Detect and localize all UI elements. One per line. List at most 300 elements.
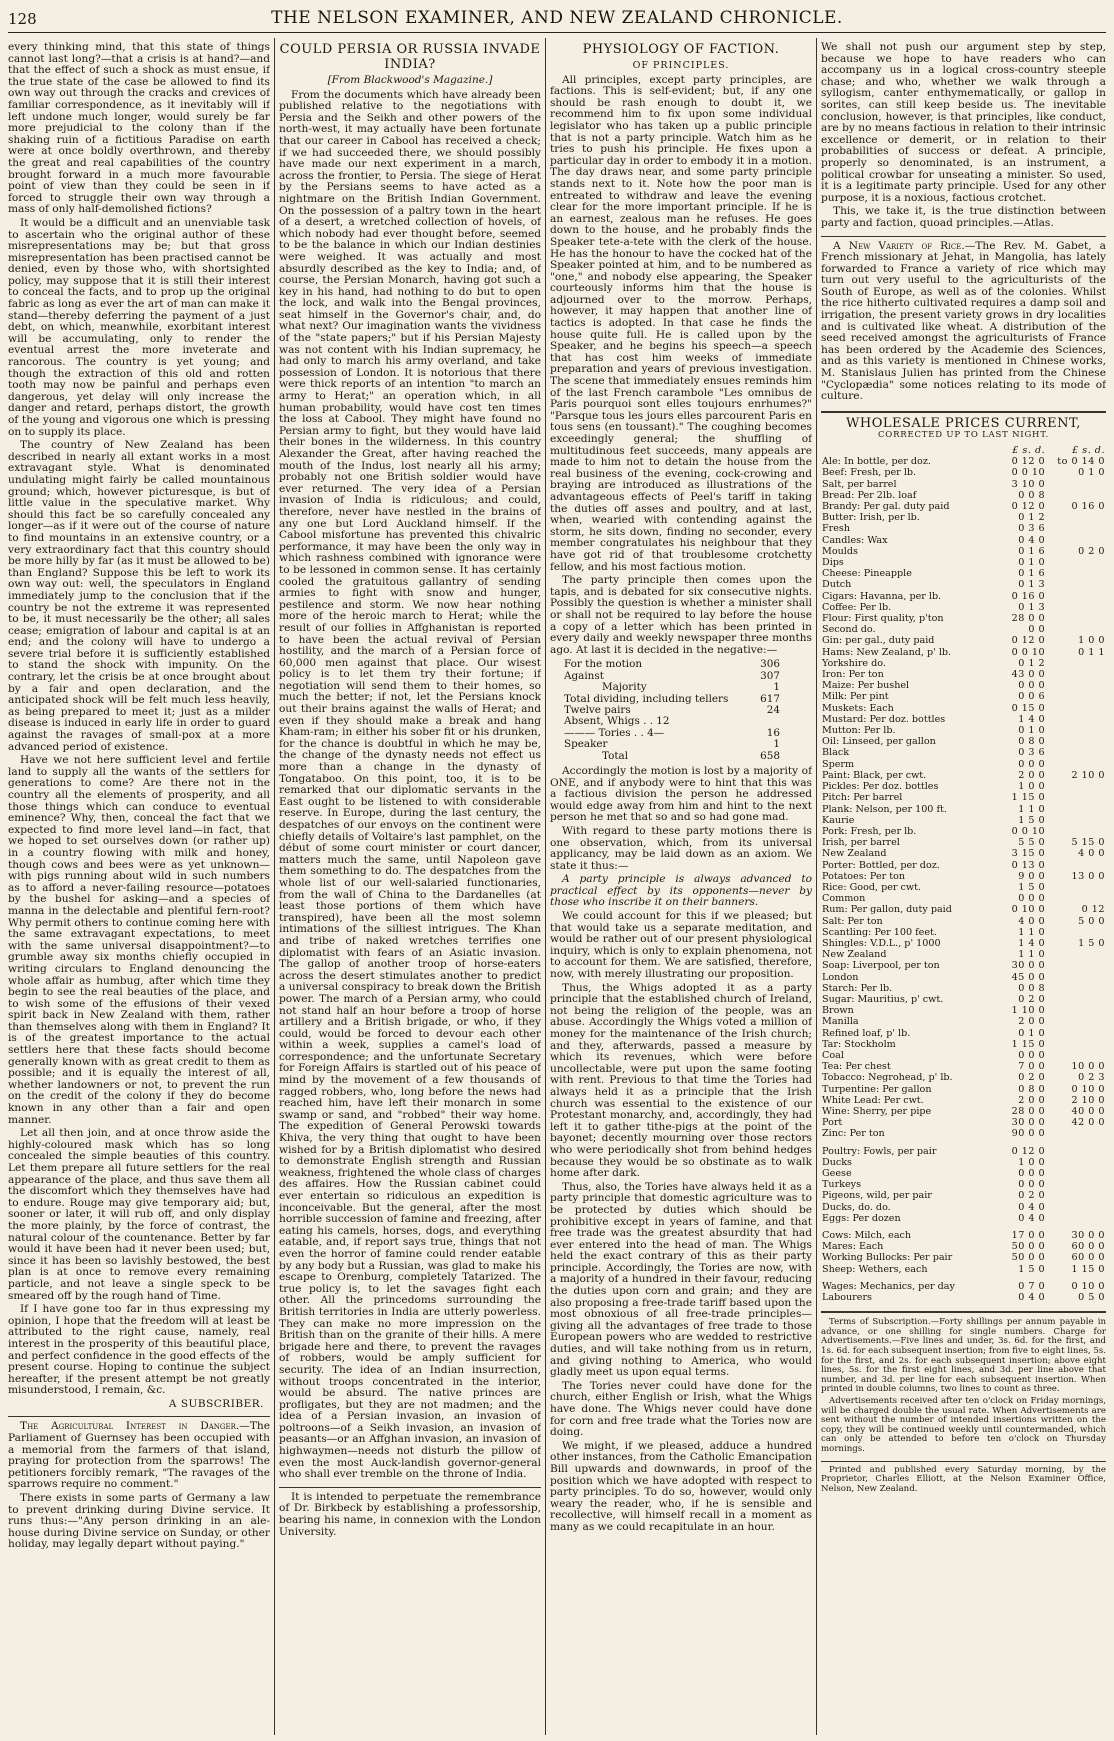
price-row bbox=[821, 1146, 1106, 1157]
price-item: Ale: In bottle, per doz. bbox=[822, 456, 931, 468]
price-item: Sheep: Wethers, each bbox=[822, 1263, 928, 1275]
price-item: Dips bbox=[822, 557, 844, 569]
table-cell: Majority bbox=[602, 681, 647, 694]
price-value: 28 0 0 bbox=[1011, 1105, 1046, 1117]
article-headline: A New Variety of Rice. bbox=[833, 239, 965, 252]
price-item: Butter: Irish, per lb. bbox=[822, 512, 920, 524]
price-row bbox=[821, 546, 1106, 557]
table-row bbox=[562, 671, 782, 682]
price-item: Mares: Each bbox=[822, 1241, 884, 1253]
price-value bbox=[1046, 479, 1106, 490]
price-row bbox=[821, 972, 1106, 983]
price-value bbox=[1046, 826, 1106, 837]
article-subtitle: OF PRINCIPLES. bbox=[632, 60, 730, 71]
price-value: 0 0 0 bbox=[1018, 1179, 1046, 1191]
price-row bbox=[821, 658, 1106, 669]
prices-subtitle: CORRECTED UP TO LAST NIGHT. bbox=[878, 430, 1049, 441]
price-value: 1 1 0 bbox=[1018, 949, 1046, 961]
price-item: Irish, per barrel bbox=[822, 837, 900, 849]
price-value: 40 0 0 bbox=[1071, 1105, 1105, 1117]
price-value bbox=[1046, 792, 1106, 803]
price-row bbox=[821, 1095, 1106, 1106]
price-value: 0 16 0 bbox=[1071, 501, 1105, 513]
table-cell: Total dividing, including tellers bbox=[564, 692, 729, 705]
price-value: 3 10 0 bbox=[1011, 478, 1046, 490]
price-value: 0 1 0 bbox=[1018, 1027, 1046, 1039]
price-item: Porter: Bottled, per doz. bbox=[822, 859, 940, 871]
table-cell: 306 bbox=[760, 658, 780, 671]
price-value bbox=[1046, 736, 1106, 747]
price-value: 1 0 0 bbox=[1018, 1156, 1046, 1168]
price-value: 0 0 0 bbox=[1018, 1049, 1046, 1061]
price-item: Yorkshire do. bbox=[822, 657, 886, 669]
price-value: 0 0 8 bbox=[1018, 982, 1046, 994]
price-value: 10 0 0 bbox=[1071, 1061, 1105, 1073]
price-value: 0 1 3 bbox=[1018, 579, 1046, 591]
terms-text: Terms of Subscription.—Forty shillings per annum payable in advance, or one shilling for single numbers. Charge for Advertisements.—Five lines and under, 3s. 6d. for the first, and 1s. 6d. for each subsequent insertion; from five to eight lines, 5s. for the first, and 2s. for each subsequent insertion; above eight lines, 5s. for the first eight lines, and 3d. per line above that number, and 3d. per line for each subsequent insertion. When printed in double columns, two lines to count as three. bbox=[821, 1317, 1106, 1395]
price-value: 30 0 0 bbox=[1071, 1230, 1105, 1242]
column-1 bbox=[8, 42, 270, 1735]
price-value: 0 1 0 bbox=[1078, 467, 1105, 479]
article-title: COULD PERSIA OR RUSSIA INVADE INDIA? bbox=[279, 42, 541, 72]
price-item: Cows: Milch, each bbox=[822, 1230, 912, 1242]
price-value: 13 0 0 bbox=[1071, 870, 1105, 882]
divider bbox=[821, 1461, 1106, 1462]
price-value: 45 0 0 bbox=[1011, 971, 1046, 983]
imprint-text: Printed and published every Saturday morning, by the Proprietor, Charles Elliott, at the Nelson Examiner Office, Nelson, New Zealand. bbox=[821, 1464, 1106, 1494]
price-value: 50 0 0 bbox=[1011, 1241, 1046, 1253]
price-value: 0 12 bbox=[1081, 904, 1105, 916]
price-value: 0 1 1 bbox=[1078, 646, 1105, 658]
price-row bbox=[821, 1292, 1106, 1303]
divider bbox=[821, 236, 1106, 237]
price-item: Rum: Per gallon, duty paid bbox=[822, 904, 952, 916]
price-item: Sugar: Mauritius, p' cwt. bbox=[822, 993, 944, 1005]
table-cell: 307 bbox=[760, 669, 780, 682]
price-value: 1 15 0 bbox=[1011, 1038, 1046, 1050]
price-row bbox=[821, 635, 1106, 646]
article-body: —The Parliament of Guernsey has been occupied with a memorial from the farmers of that island, praying for protection from the sparrows! The petitioners forcibly remark, "The ravages of the sparrows require no comment." bbox=[8, 1420, 270, 1491]
price-item: Wages: Mechanics, per day bbox=[822, 1280, 955, 1292]
price-value bbox=[1046, 960, 1106, 971]
price-value: 0 12 0 bbox=[1011, 635, 1046, 647]
price-row bbox=[821, 848, 1106, 859]
price-value bbox=[1046, 568, 1106, 579]
price-value: 17 0 0 bbox=[1011, 1230, 1046, 1242]
rice-article bbox=[821, 241, 1106, 403]
prices-title: WHOLESALE PRICES CURRENT, bbox=[846, 415, 1081, 431]
table-cell: 1 bbox=[773, 681, 780, 694]
price-row bbox=[821, 882, 1106, 893]
price-item: Candles: Wax bbox=[822, 534, 888, 546]
price-value: 1 4 0 bbox=[1018, 937, 1046, 949]
price-item: Sperm bbox=[822, 758, 855, 770]
column-rule bbox=[816, 38, 817, 1735]
table-row bbox=[562, 716, 782, 727]
price-item: Mutton: Per lb. bbox=[822, 725, 896, 737]
prices-current bbox=[821, 415, 1106, 1304]
table-cell: 16 bbox=[766, 726, 780, 739]
price-value: 1 1 0 bbox=[1018, 803, 1046, 815]
price-item: Iron: Per ton bbox=[822, 669, 884, 681]
price-value: 0 1 0 bbox=[1018, 557, 1046, 569]
price-value: 0 0 8 bbox=[1018, 489, 1046, 501]
price-value bbox=[1046, 815, 1106, 826]
price-row bbox=[821, 568, 1106, 579]
article-title: PHYSIOLOGY OF FACTION. bbox=[582, 42, 780, 57]
table-cell: 617 bbox=[760, 692, 780, 705]
price-value: 0 0 6 bbox=[1018, 691, 1046, 703]
price-row bbox=[821, 960, 1106, 971]
price-value bbox=[1046, 1028, 1106, 1039]
article-source: [From Blackwood's Magazine.] bbox=[327, 74, 493, 86]
price-item: Flour: First quality, p'ton bbox=[822, 613, 944, 625]
table-cell: ——— Tories . . 4— bbox=[564, 726, 665, 739]
price-value: 5 15 0 bbox=[1071, 837, 1105, 849]
paragraph: The Tories never could have done for the church, either English or Irish, what the Whigs have done. The Whigs never could have done for corn and free trade what the Tories now are doing. bbox=[550, 1379, 812, 1439]
price-value: 2 0 0 bbox=[1018, 1094, 1046, 1106]
price-row bbox=[821, 669, 1106, 680]
price-value bbox=[1046, 1039, 1106, 1050]
price-item: Ducks, do. do. bbox=[822, 1201, 891, 1213]
price-item: Second do. bbox=[822, 624, 876, 636]
price-value: 4 0 0 bbox=[1018, 915, 1046, 927]
price-item: Salt: Per ton bbox=[822, 915, 883, 927]
price-value bbox=[1046, 490, 1106, 501]
column-2 bbox=[279, 42, 541, 1735]
price-row bbox=[821, 624, 1106, 635]
price-value: 60 0 0 bbox=[1071, 1241, 1105, 1253]
paragraph: The country of New Zealand has been described in nearly all extant works in a most extravagant style. What is denominated undulating might fairly be called mountainous ground; which, however picturesque, is but of little value in the speculative market. Why should this fact be so carefully concealed any longer—as if it were out of the course of nature to find mountains in an extensive country, or a very extraordinary fact that this country should be more hilly by far (as it must be allowed to be) than England? Suppose this be left to work its own way out: well, the speculators in England immediately jump to the conclusion that if the country be not the extreme it was represented to be, it must necessarily be the other; all sales cease; emigration of labour and capital is at an end; and the colony will have to undergo a severe trial before it is sufficiently established to stand the shock with impunity. On the contrary, let the crisis be at once brought about by a fair and open declaration, and the anticipated shock will be felt much less heavily, as being prepared to meet it; just as a milder disease is induced in early life in order to guard against the ravages of small-pox at a more advanced period of existence. bbox=[8, 439, 270, 753]
price-item: Manilla bbox=[822, 1016, 859, 1028]
price-value bbox=[1046, 781, 1106, 792]
price-item: Tea: Per chest bbox=[822, 1061, 891, 1073]
price-value: 0 3 6 bbox=[1018, 523, 1046, 535]
table-cell: Twelve pairs bbox=[564, 703, 631, 716]
price-value: 0 12 0 bbox=[1011, 1145, 1046, 1157]
price-value: 0 0 0 bbox=[1018, 680, 1046, 692]
price-item: Poultry: Fowls, per pair bbox=[822, 1145, 937, 1157]
paragraph: every thinking mind, that this state of things cannot last long?—that a crisis is at hand?—and that the effect of such a shock as must ensue, if the true state of the case be allowed to find its own way out through the cracks and crevices of familiar correspondence, as it inevitably will if left undone much longer, would surely be far more prejudicial to the colony than if the shaking ruin of a fictitious Paradise on earth were at once boldly overthrown, and thereby the great and real capabilities of the country brought forward in a much more favourable point of view than they could be seen in if forced to struggle their own way through a mass of only half-demolished fictions? bbox=[8, 42, 270, 216]
price-item: Port bbox=[822, 1117, 843, 1129]
division-table bbox=[562, 659, 782, 762]
price-value: 0 0 0 bbox=[1018, 893, 1046, 905]
price-value bbox=[1046, 669, 1106, 680]
price-value bbox=[1046, 893, 1106, 904]
price-item: Rice: Good, per cwt. bbox=[822, 881, 922, 893]
price-value: to 0 14 0 bbox=[1057, 456, 1105, 468]
price-value bbox=[1046, 1179, 1106, 1190]
price-item: Cigars: Havanna, per lb. bbox=[822, 590, 942, 602]
price-value: 90 0 0 bbox=[1011, 1128, 1046, 1140]
price-value bbox=[1046, 535, 1106, 546]
prices-table-body bbox=[821, 456, 1106, 1303]
price-row bbox=[821, 815, 1106, 826]
table-header-row bbox=[821, 445, 1106, 456]
price-item: Fresh bbox=[822, 523, 851, 535]
price-item: Cheese: Pineapple bbox=[822, 568, 912, 580]
price-item: Wine: Sherry, per pipe bbox=[822, 1105, 932, 1117]
price-item: Pickles: Per doz. bottles bbox=[822, 781, 939, 793]
price-value bbox=[1046, 994, 1106, 1005]
price-item: Plank: Nelson, per 100 ft. bbox=[822, 803, 947, 815]
price-value bbox=[1046, 983, 1106, 994]
price-row bbox=[821, 647, 1106, 658]
price-row bbox=[821, 725, 1106, 736]
price-value: 0 0 bbox=[1028, 624, 1046, 636]
price-row bbox=[821, 1061, 1106, 1072]
table-cell: 1 bbox=[773, 738, 780, 751]
divider bbox=[279, 1487, 541, 1488]
axiom: A party principle is always advanced to practical effect by its opponents—never by those who inscribe it on their banners. bbox=[550, 873, 812, 909]
price-item: Starch: Per lb. bbox=[822, 982, 893, 994]
advertisement-notice: Advertisements received after ten o'clock on Friday mornings, will be charged double the usual rate. When Advertisements are sent without the number of intended insertions written on the copy, they will be continued weekly until countermanded, which can only be attended to before ten o'clock on Thursday mornings. bbox=[821, 1395, 1106, 1454]
paragraph: Accordingly the motion is lost by a majority of ONE, and if anybody were to hint that this was a factious division the person he addressed would edge away from him and hint to the next person he met that so and so had gone mad. bbox=[550, 764, 812, 824]
price-row bbox=[821, 523, 1106, 534]
price-item: New Zealand bbox=[822, 949, 887, 961]
price-item: Refined loaf, p' lb. bbox=[822, 1027, 911, 1039]
price-row bbox=[821, 1117, 1106, 1128]
paragraph: Let all then join, and at once throw aside the highly-coloured mask which has so long concealed the simple beauties of this country. Let them prepare all future settlers for the real appearance of the place, and thus save them all the discomfort which they themselves have had to endure. Rouge may give temporary aid; but, sooner or later, it will rub off, and only display the more plainly, by the force of contrast, the natural colour of the countenance. Better by far would it have been had it never been used; but, since it has been so lavishly bestowed, the best plan is at once to remove every remaining particle, and not leave a single speck to be smeared off by the rough hand of Time. bbox=[8, 1127, 270, 1302]
price-row bbox=[821, 736, 1106, 747]
price-value bbox=[1046, 512, 1106, 523]
price-item: Paint: Black, per cwt. bbox=[822, 769, 927, 781]
price-value: 1 5 0 bbox=[1018, 814, 1046, 826]
price-value: 0 2 0 bbox=[1018, 993, 1046, 1005]
price-row bbox=[821, 1016, 1106, 1027]
price-value: 5 5 0 bbox=[1018, 837, 1046, 849]
price-value bbox=[1046, 1168, 1106, 1179]
price-value bbox=[1046, 972, 1106, 983]
column-rule bbox=[545, 38, 546, 1735]
price-item: Mustard: Per doz. bottles bbox=[822, 713, 946, 725]
price-value bbox=[1046, 759, 1106, 770]
price-value: 2 0 0 bbox=[1018, 1016, 1046, 1028]
table-row bbox=[562, 751, 782, 762]
price-value: 0 1 3 bbox=[1018, 601, 1046, 613]
price-value bbox=[1046, 1213, 1106, 1224]
price-row bbox=[821, 490, 1106, 501]
table-row bbox=[562, 682, 782, 693]
masthead-title: THE NELSON EXAMINER, AND NEW ZEALAND CHRONICLE. bbox=[271, 8, 843, 28]
price-row bbox=[821, 826, 1106, 837]
price-value: 0 10 0 bbox=[1071, 1280, 1105, 1292]
paragraph: All principles, except party principles, are factions. This is self-evident; but, if any one should be rash enough to doubt it, we recommend him to fix upon some individual legislator who has taken up a public principle that is not a party principle. Watch him as he tries to push his principle. He fixes upon a particular day in order to embody it in a motion. The day draws near, and some party principle stands next to it. Note how the poor man is entreated to withdraw and leave the evening clear for the more important principle. If he is an earnest, zealous man he refuses. He goes down to the house, and he probably finds the Speaker tete-a-tete with the clerk of the house. He has the honour to have the cocked hat of the Speaker pointed at him, and to be numbered as "one," and nobody else appearing, the Speaker courteously informs him that the house is adjourned over to the morrow. Perhaps, however, it may happen that another line of tactics is adopted. In that case he finds the house quite full. He is called upon by the Speaker, and he begins his speech—a speech that has cost him weeks of immediate preparation and years of previous investigation. The scene that immediately ensues reminds him of the last French carambole "Les omnibus de Paris pourquoi sont elles toujours enrhumes?" "Parsque tous les jours elles parcourent Paris en tous sens (en toussant)." The coughing becomes exceedingly general; the shuffling of multitudinous feet succeeds, many appeals are made to him not to detain the house from the real business of the evening, cock-crowing and braying are introduced as illustrations of the advantageous effects of Peel's tariff in taking the duties off asses and poultry, and at last, when, wearied with contending against the storm, he sits down, finding no seconder, every member congratulates his neighbour that they have got rid of that troublesome crotchetty fellow, and his most factious motion. bbox=[550, 73, 812, 573]
price-row bbox=[821, 1106, 1106, 1117]
price-value: 0 2 0 bbox=[1018, 1072, 1046, 1084]
price-item: Brown bbox=[822, 1005, 854, 1017]
price-value: 0 1 0 bbox=[1018, 725, 1046, 737]
price-value: 0 5 0 bbox=[1078, 1292, 1105, 1304]
price-value bbox=[1046, 624, 1106, 635]
paragraph: The party principle then comes upon the tapis, and is debated for six consecutive nights. Possibly the question is whether a minister shall or shall not be required to lay before the house a copy of a letter which has been printed in every daily and weekly newspaper three months ago. At last it is decided in the negative:— bbox=[550, 574, 812, 656]
price-row bbox=[821, 602, 1106, 613]
price-value: 0 10 0 bbox=[1011, 904, 1046, 916]
price-row bbox=[821, 1202, 1106, 1213]
price-row bbox=[821, 691, 1106, 702]
price-value bbox=[1046, 949, 1106, 960]
price-value: 0 0 10 bbox=[1011, 467, 1046, 479]
price-value bbox=[1046, 714, 1106, 725]
price-item: Zinc: Per ton bbox=[822, 1128, 885, 1140]
price-item: Beef: Fresh, per lb. bbox=[822, 467, 917, 479]
price-row bbox=[821, 1264, 1106, 1275]
column-4 bbox=[821, 42, 1106, 1735]
price-row bbox=[821, 927, 1106, 938]
price-value: 3 15 0 bbox=[1011, 848, 1046, 860]
price-value bbox=[1046, 602, 1106, 613]
price-value: 1 5 0 bbox=[1018, 1263, 1046, 1275]
price-value bbox=[1046, 860, 1106, 871]
price-item: Shingles: V.D.L., p' 1000 bbox=[822, 937, 941, 949]
divider bbox=[8, 1416, 270, 1417]
price-value bbox=[1046, 703, 1106, 714]
birkbeck-article: It is intended to perpetuate the remembrance of Dr. Birkbeck by establishing a professorship, bearing his name, in connexion with the London University. bbox=[279, 1490, 541, 1538]
price-item: Coffee: Per lb. bbox=[822, 601, 892, 613]
paragraph: We could account for this if we pleased; but that would take us a separate meditation, and would be rather out of our present physiological inquiry, which is only to explain phenomena, not to account for them. We are satisfied, therefore, now, with merely illustrating our proposition. bbox=[550, 910, 812, 981]
price-row bbox=[821, 512, 1106, 523]
price-row bbox=[821, 456, 1106, 467]
price-item: Muskets: Each bbox=[822, 702, 894, 714]
price-item: Pigeons, wild, per pair bbox=[822, 1190, 932, 1202]
letter-signature: A SUBSCRIBER. bbox=[168, 1397, 264, 1410]
price-value: 0 12 0 bbox=[1011, 456, 1046, 468]
price-row bbox=[821, 703, 1106, 714]
price-item: Common bbox=[822, 893, 866, 905]
price-item: Bread: Per 2lb. loaf bbox=[822, 489, 917, 501]
price-value: 0 4 0 bbox=[1018, 534, 1046, 546]
table-row bbox=[562, 659, 782, 670]
price-row bbox=[821, 613, 1106, 624]
price-value: 42 0 0 bbox=[1071, 1117, 1105, 1129]
price-item: Tar: Stockholm bbox=[822, 1038, 896, 1050]
price-row bbox=[821, 770, 1106, 781]
price-value: 4 0 0 bbox=[1078, 848, 1105, 860]
price-value: 1 0 0 bbox=[1078, 635, 1105, 647]
paragraph: We shall not push our argument step by step, because we hope to have readers who can accompany us in a logical cross-country steeple chase; and who, whether we walk through a syllogism, canter enthymematically, or gallop in sorites, can still keep beside us. The inevitable conclusion, however, is that principles, like conduct, are by no means factious in relation to their intrinsic excellence or demerit, or in relation to their probabilities of success or defeat. A principle, properly so denominated, is an instrument, a political crowbar for unseating a minister. So used, it is a legitimate party principle. Used for any other purpose, it is a noxious, factious crotchet. bbox=[821, 42, 1106, 204]
price-row bbox=[821, 557, 1106, 568]
price-value: 1 4 0 bbox=[1018, 713, 1046, 725]
price-item: White Lead: Per cwt. bbox=[822, 1094, 924, 1106]
price-value: 2 10 0 bbox=[1071, 769, 1105, 781]
divider bbox=[821, 1311, 1106, 1313]
price-row bbox=[821, 680, 1106, 691]
price-row bbox=[821, 1157, 1106, 1168]
price-value bbox=[1046, 680, 1106, 691]
column-3 bbox=[550, 42, 812, 1735]
price-row bbox=[821, 994, 1106, 1005]
price-value: 0 1 6 bbox=[1018, 545, 1046, 557]
price-row bbox=[821, 1281, 1106, 1292]
price-row bbox=[821, 904, 1106, 915]
paragraph: Thus, also, the Tories have always held it as a party principle that domestic agriculture was to be protected by duties which should be prohibitive except in years of famine, and that free trade was the greatest absurdity that had ever entered into the head of man. The Whigs held the exact contrary of this as their party principle. Accordingly, the Tories are now, with a majority of a hundred in their favour, reducing the duties upon corn and grain; and they are also proposing a free-trade tariff based upon the most obnoxious of all free-trade principles—giving all the advantages of free trade to those European powers who are wedded to restrictive duties, and will take nothing from us in return, and giving nothing to America, who would gladly meet us upon equal terms. bbox=[550, 1180, 812, 1379]
price-value: 1 5 0 bbox=[1078, 937, 1105, 949]
price-row bbox=[821, 1213, 1106, 1224]
price-row bbox=[821, 1241, 1106, 1252]
price-row bbox=[821, 1028, 1106, 1039]
price-value: 1 1 0 bbox=[1018, 926, 1046, 938]
price-row bbox=[821, 1039, 1106, 1050]
price-item: Dutch bbox=[822, 579, 852, 591]
price-row bbox=[821, 837, 1106, 848]
price-value: 28 0 0 bbox=[1011, 613, 1046, 625]
price-row bbox=[821, 1128, 1106, 1139]
price-value: 0 3 6 bbox=[1018, 747, 1046, 759]
price-value: 60 0 0 bbox=[1071, 1252, 1105, 1264]
price-value: 0 1 2 bbox=[1018, 512, 1046, 524]
price-row bbox=[821, 1179, 1106, 1190]
paragraph: If I have gone too far in thus expressing my opinion, I hope that the freedom will at least be attributed to the right cause, namely, real interest in the prosperity of this beautiful place, and perfect confidence in the good effects of the present course. Hoping to continue the subject hereafter, if the present attempt be not greatly misunderstood, I remain, &c. bbox=[8, 1303, 270, 1397]
paragraph: With regard to these party motions there is one observation, which, from its universal applicancy, may be laid down as an axiom. We state it thus:— bbox=[550, 824, 812, 872]
price-value: 0 1 6 bbox=[1018, 568, 1046, 580]
column-header: £ s. d. bbox=[1012, 445, 1046, 456]
paragraph: Have we not here sufficient level and fertile land to supply all the wants of the settlers for generations to come? Are there not in the country all the elements of prosperity, and all those things which can conduce to eventual eminence? Why, then, conceal the fact that we expected to find more level land—in fact, that we hoped to set ourselves down (or rather up) in a country flowing with milk and honey, though cows and bees were as yet unknown—with pigs running about wild in such numbers as to afford a never-failing resource—potatoes by the bushel for asking—and a species of manna in the delectable and plentiful fern-root? Why permit others to continue coming here with the same extravagant expectations, to meet with the same universal disappointment?—to grumble away six months chiefly occupied in writing circulars to England denouncing the whole affair as humbug, after which time they begin to see the real beauties of the place, and to wish some of the effusions of their vexed spirit back in New Zealand with them, rather than themselves along with them in England? It is of the greatest importance to the actual settlers here that these facts should become generally known with as great credit to them as possible; and it is equally the interest of all, whether landowners or not, to prevent the run on the credit of the colony if they do become known in any other than a fair and open manner. bbox=[8, 754, 270, 1126]
price-row bbox=[821, 804, 1106, 815]
paragraph: Thus, the Whigs adopted it as a party principle that the established church of Ireland, not being the religion of the people, was an abuse. Accordingly the Whigs voted a million of money for the maintenance of the Irish church; and they, afterwards, passed a measure by which its revenues, which were before uncollectable, were put upon the same footing with rent. Previous to that time the Tories had always held it as a principle that the Irish church was essential to the existence of our Protestant monarchy, and, accordingly, they had left it to gather tithe-pigs at the point of the bayonet; decently mourning over those rectors who were periodically shot from behind hedges because they would be so obstinate as to walk home after dark. bbox=[550, 981, 812, 1180]
price-value bbox=[1046, 591, 1106, 602]
price-value: 2 10 0 bbox=[1071, 1094, 1105, 1106]
price-row bbox=[821, 501, 1106, 512]
price-item: Brandy: Per gal. duty paid bbox=[822, 501, 950, 513]
price-item: New Zealand bbox=[822, 848, 887, 860]
article-body: —The Rev. M. Gabet, a French missionary at Jehat, in Mangolia, has lately forwarded to France a variety of rice which may turn out very useful to the agriculturists of the South of Europe, as well as of the colonies. Whilst the rice hitherto cultivated requires a damp soil and irrigation, the present variety grows in dry localities and is cultivated like wheat. A distribution of the seed received amongst the agriculturists of France has been ordered by the Academie des Sciences, and as this variety is mentioned in Chinese works, M. Stanislaus Julien has printed from the Chinese "Cyclopædia" some notices relating to its mode of culture. bbox=[821, 239, 1106, 403]
price-value: 0 1 2 bbox=[1018, 657, 1046, 669]
table-cell: Against bbox=[564, 669, 604, 682]
price-item: Maize: Per bushel bbox=[822, 680, 910, 692]
price-row bbox=[821, 1252, 1106, 1263]
price-row bbox=[821, 759, 1106, 770]
price-value: 5 0 0 bbox=[1078, 915, 1105, 927]
paragraph: It would be a difficult and an unenviable task to ascertain who the original author of these misrepresentations may be; but that gross misrepresentation has been practised cannot be denied, even by those who, with shortsighted policy, may suppose that it is still their interest to conceal the facts, and to prop up the original fabric as long as ever the art of man can make it stand—thereby deferring the payment of a just debt, on which, meanwhile, exorbitant interest will be accumulating, only to render the eventual arrest the more inveterate and rancorous. The country is yet young; and though the extraction of this old and rotten tooth may now be painful and perhaps even dangerous, yet delay will only increase the danger and retard, perhaps distort, the growth of the young and vigorous one which is pressing on to supply its place. bbox=[8, 216, 270, 438]
price-item: Ducks bbox=[822, 1156, 852, 1168]
price-value: 1 0 0 bbox=[1018, 781, 1046, 793]
divider bbox=[821, 411, 1106, 413]
price-value bbox=[1046, 1128, 1106, 1139]
price-value: 0 15 0 bbox=[1011, 702, 1046, 714]
price-item: Kaurie bbox=[822, 814, 855, 826]
price-value: 1 15 0 bbox=[1011, 792, 1046, 804]
price-row bbox=[821, 916, 1106, 927]
price-item: Scantling: Per 100 feet. bbox=[822, 926, 937, 938]
price-value bbox=[1046, 927, 1106, 938]
price-row bbox=[821, 792, 1106, 803]
column-header: £ s. d. bbox=[1072, 445, 1105, 456]
price-row bbox=[821, 860, 1106, 871]
price-item: London bbox=[822, 971, 859, 983]
price-value bbox=[1046, 725, 1106, 736]
price-value: 9 0 0 bbox=[1018, 870, 1046, 882]
price-value: 7 0 0 bbox=[1018, 1061, 1046, 1073]
price-row bbox=[821, 893, 1106, 904]
price-item: Tobacco: Negrohead, p' lb. bbox=[822, 1072, 953, 1084]
price-value: 0 16 0 bbox=[1011, 590, 1046, 602]
price-value: 30 0 0 bbox=[1011, 1117, 1046, 1129]
price-row bbox=[821, 1190, 1106, 1201]
price-row bbox=[821, 781, 1106, 792]
price-value: 1 15 0 bbox=[1071, 1263, 1105, 1275]
imprint bbox=[821, 1466, 1106, 1495]
price-row bbox=[821, 714, 1106, 725]
price-value bbox=[1046, 557, 1106, 568]
table-cell bbox=[742, 716, 782, 727]
price-value: 0 0 10 bbox=[1011, 646, 1046, 658]
price-value: 30 0 0 bbox=[1011, 960, 1046, 972]
price-row bbox=[821, 1005, 1106, 1016]
price-value: 0 2 3 bbox=[1078, 1072, 1105, 1084]
price-item: Moulds bbox=[822, 545, 858, 557]
price-item: Salt, per barrel bbox=[822, 478, 897, 490]
price-row bbox=[821, 949, 1106, 960]
